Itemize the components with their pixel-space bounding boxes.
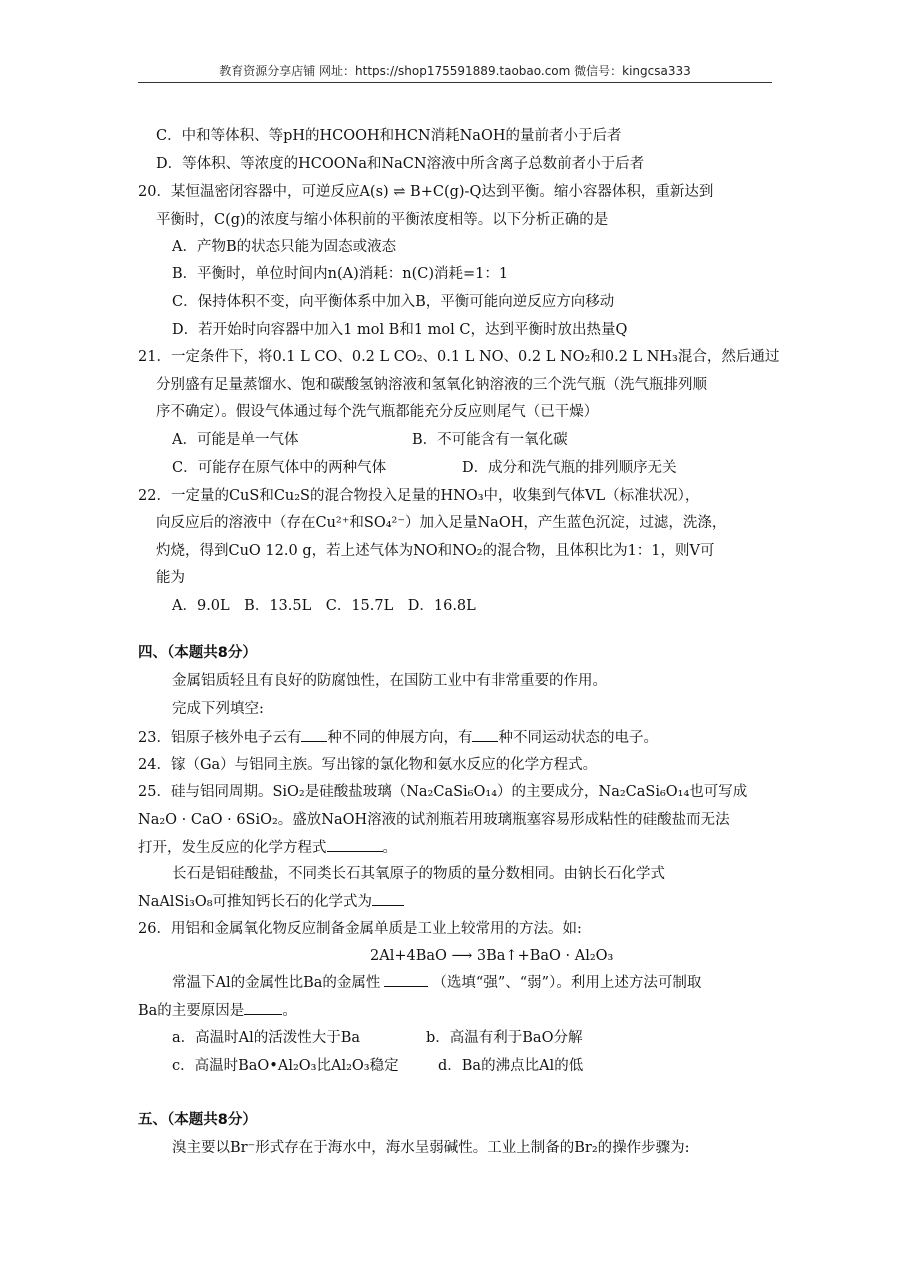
- q26-text-2: （选填“强”、“弱”）。利用上述方法可制取: [432, 975, 702, 991]
- q21-stem-3: 序不确定）。假设气体通过每个洗气瓶都能充分反应则尾气（已干燥）: [156, 404, 599, 420]
- q25-stem-2: Na₂O · CaO · 6SiO₂。盛放NaOH溶液的试剂瓶若用玻璃瓶塞容易形成粘性的硅酸盐而无法: [138, 812, 730, 828]
- q21-option-a: A．可能是单一气体: [172, 432, 299, 448]
- q25-stem-1: 25．硅与铝同周期。SiO₂是硅酸盐玻璃（Na₂CaSi₆O₁₄）的主要成分，Na₂CaSi₆O₁₄也可写成: [138, 784, 748, 800]
- q26-blank-1[interactable]: [384, 972, 428, 987]
- q26-option-c: c．高温时BaO•Al₂O₃比Al₂O₃稳定: [172, 1058, 399, 1074]
- q23-text-2: 种不同的伸展方向，有: [327, 730, 473, 746]
- q20-option-b: B．平衡时，单位时间内n(A)消耗：n(C)消耗=1：1: [172, 266, 509, 282]
- q26-text-3: Ba的主要原因是: [138, 1003, 245, 1019]
- section-4-title: 四、（本题共8分）: [138, 645, 257, 661]
- section-4-fill-prompt: 完成下列填空:: [172, 701, 264, 717]
- q25-blank-1[interactable]: [327, 837, 383, 852]
- q21-option-c: C．可能存在原气体中的两种气体: [172, 460, 387, 476]
- q20-stem-2: 平衡时，C(g)的浓度与缩小体积前的平衡浓度相等。以下分析正确的是: [156, 212, 609, 228]
- q20-option-c: C．保持体积不变，向平衡体系中加入B，平衡可能向逆反应方向移动: [172, 294, 615, 310]
- q24: 24．镓（Ga）与铝同主族。写出镓的氯化物和氨水反应的化学方程式。: [138, 757, 598, 773]
- q21-stem-1: 21．一定条件下，将0.1 L CO、0.2 L CO₂、0.1 L NO、0.2 L NO₂和0.2 L NH₃混合，然后通过: [138, 349, 780, 365]
- q21-option-b: B．不可能含有一氧化碳: [412, 432, 568, 448]
- q25-text-2: NaAlSi₃O₈可推知钙长石的化学式为: [138, 894, 373, 910]
- q21-option-d: D．成分和洗气瓶的排列顺序无关: [462, 460, 677, 476]
- q19-option-c: C．中和等体积、等pH的HCOOH和HCN消耗NaOH的量前者小于后者: [156, 128, 622, 144]
- section-5-title: 五、（本题共8分）: [138, 1112, 257, 1128]
- q25-stem-4: 长石是铝硅酸盐，不同类长石其氧原子的物质的量分数相同。由钠长石化学式: [172, 866, 665, 882]
- q25-stem-5: [138, 891, 404, 912]
- q25-blank-2[interactable]: [372, 891, 404, 906]
- q21-stem-2: 分别盛有足量蒸馏水、饱和碳酸氢钠溶液和氢氧化钠溶液的三个洗气瓶（洗气瓶排列顺: [156, 377, 707, 393]
- q23-blank-1[interactable]: [301, 727, 327, 742]
- q25-text-end: 。: [382, 840, 397, 856]
- q26-equation: 2Al+4BaO ⟶ 3Ba↑+BaO · Al₂O₃: [370, 948, 614, 964]
- q26-text-1: 常温下Al的金属性比Ba的金属性: [172, 975, 381, 991]
- q23: [138, 727, 658, 748]
- q26-stem-3: [138, 1000, 297, 1021]
- section-5-intro: 溴主要以Br⁻形式存在于海水中，海水呈弱碱性。工业上制备的Br₂的操作步骤为:: [172, 1140, 690, 1156]
- q26-option-a: a．高温时Al的活泼性大于Ba: [172, 1030, 361, 1046]
- page-header: 教育资源分享店铺 网址：https://shop175591889.taobao.com 微信号：kingcsa333: [138, 62, 772, 83]
- q23-text-3: 种不同运动状态的电子。: [498, 730, 658, 746]
- q22-stem-2: 向反应后的溶液中（存在Cu²⁺和SO₄²⁻）加入足量NaOH，产生蓝色沉淀，过滤，洗涤，: [156, 515, 727, 531]
- q23-text-1: 23．铝原子核外电子云有: [138, 730, 302, 746]
- q20-stem-1: 20．某恒温密闭容器中，可逆反应A(s) ⇌ B+C(g)-Q达到平衡。缩小容器体积，重新达到: [138, 184, 714, 200]
- q26-stem-1: 26．用铝和金属氧化物反应制备金属单质是工业上较常用的方法。如:: [138, 921, 582, 937]
- q22-options: A．9.0L B．13.5L C．15.7L D．16.8L: [172, 598, 476, 614]
- q20-option-a: A．产物B的状态只能为固态或液态: [172, 239, 397, 255]
- q19-option-d: D．等体积、等浓度的HCOONa和NaCN溶液中所含离子总数前者小于后者: [156, 156, 645, 172]
- q26-text-4: 。: [282, 1003, 297, 1019]
- q23-blank-2[interactable]: [472, 727, 498, 742]
- q26-option-d: d．Ba的沸点比Al的低: [438, 1058, 584, 1074]
- q22-stem-3: 灼烧，得到CuO 12.0 g，若上述气体为NO和NO₂的混合物，且体积比为1：1，则V可: [156, 543, 715, 559]
- q22-stem-4: 能为: [156, 570, 185, 586]
- q26-stem-2: [172, 972, 701, 993]
- q25-text: 打开，发生反应的化学方程式: [138, 840, 327, 856]
- section-4-intro: 金属铝质轻且有良好的防腐蚀性，在国防工业中有非常重要的作用。: [172, 673, 607, 689]
- q22-stem-1: 22．一定量的CuS和Cu₂S的混合物投入足量的HNO₃中，收集到气体VL（标准状况），: [138, 488, 700, 504]
- q26-blank-2[interactable]: [244, 1000, 282, 1015]
- q25-stem-3: [138, 837, 397, 858]
- q20-option-d: D．若开始时向容器中加入1 mol B和1 mol C，达到平衡时放出热量Q: [172, 322, 628, 338]
- q26-option-b: b．高温有利于BaO分解: [426, 1030, 583, 1046]
